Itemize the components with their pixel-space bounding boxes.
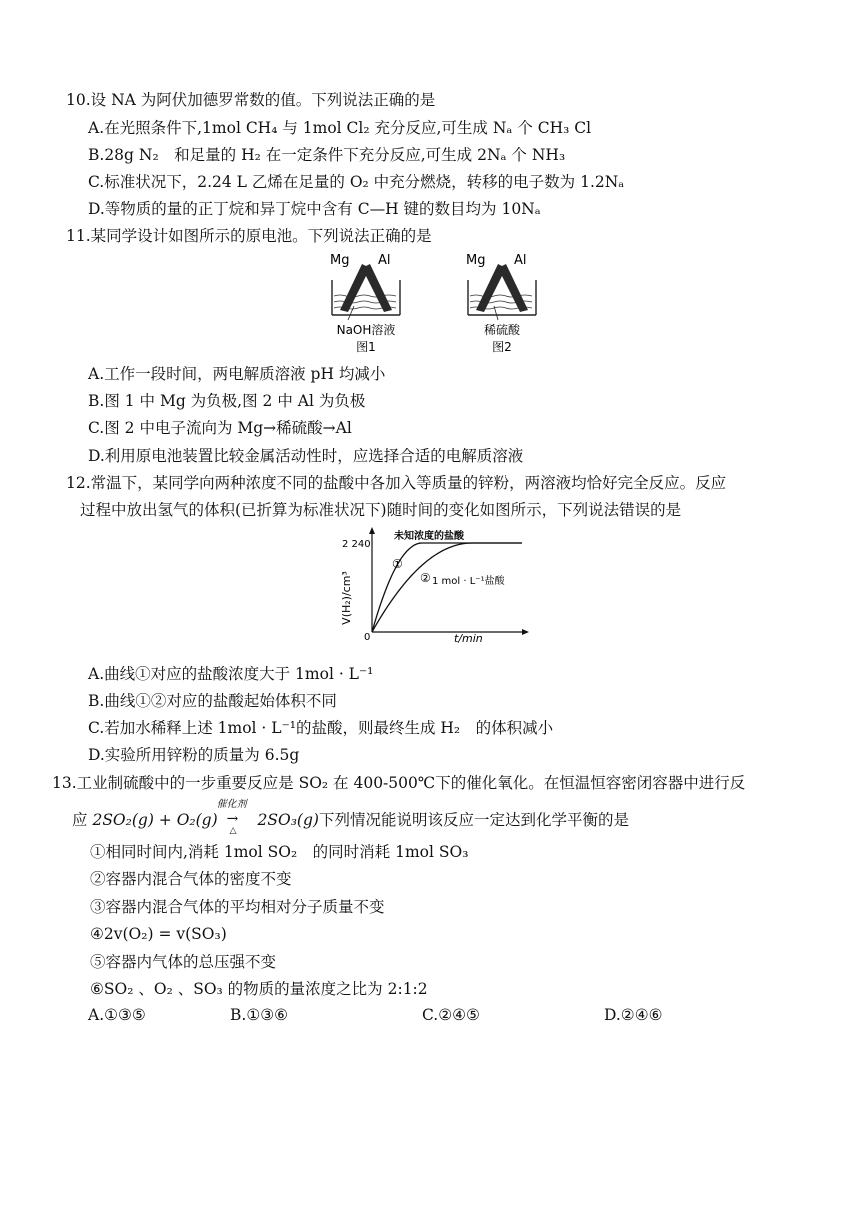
chart-ylabel: V(H₂)/cm³ (340, 571, 353, 625)
chart-origin: 0 (364, 632, 371, 643)
chart-xlabel: t/min (454, 632, 483, 645)
q12-stem-line1: 12.常温下，某同学向两种浓度不同的盐酸中各加入等质量的锌粉，两溶液均恰好完全反应。反应 (66, 474, 727, 492)
q13-choice-d: D.②④⑥ (604, 1006, 663, 1024)
q11-option-b: B.图 1 中 Mg 为负极,图 2 中 Al 为负极 (88, 392, 366, 410)
arrow-icon: → (226, 811, 239, 827)
q11-option-d: D.利用原电池装置比较金属活动性时，应选择合适的电解质溶液 (88, 447, 524, 465)
q10-option-d: D.等物质的量的正丁烷和异丁烷中含有 C—H 键的数目均为 10Nₐ (88, 200, 541, 218)
q13-stem-suffix: 下列情况能说明该反应一定达到化学平衡的是 (318, 811, 629, 829)
cell-1 (330, 253, 400, 354)
series-2-label: ② (420, 571, 431, 585)
q12-option-c: C.若加水稀释上述 1mol · L⁻¹的盐酸，则最终生成 H₂ 的体积减小 (88, 719, 554, 737)
cell1-al-electrode (362, 264, 392, 312)
q13-equation-left: 2SO₂(g) + O₂(g) (92, 811, 218, 829)
annotation-unknown-acid: 未知浓度的盐酸 (394, 531, 464, 542)
q11-stem: 11.某同学设计如图所示的原电池。下列说法正确的是 (66, 227, 432, 245)
q12-stem-line2: 过程中放出氢气的体积(已折算为标准状况下)随时间的变化如图所示，下列说法错误的是 (80, 501, 682, 519)
q13-stem-line2 (72, 799, 629, 836)
cell1-al-label: Al (378, 253, 391, 268)
q13-choice-b: B.①③⑥ (230, 1006, 289, 1024)
q11-option-c: C.图 2 中电子流向为 Mg→稀硫酸→Al (88, 419, 352, 437)
q12-option-b: B.曲线①②对应的盐酸起始体积不同 (88, 692, 337, 710)
q10-option-c: C.标准状况下，2.24 L 乙烯在足量的 O₂ 中充分燃烧，转移的电子数为 1.2Nₐ (88, 173, 625, 191)
q13-statement-1: ①相同时间内,消耗 1mol SO₂ 的同时消耗 1mol SO₃ (90, 843, 469, 861)
q13-choice-c: C.②④⑤ (422, 1006, 480, 1024)
reaction-arrow (216, 799, 253, 836)
q10-option-a: A.在光照条件下,1mol CH₄ 与 1mol Cl₂ 充分反应,可生成 Nₐ 个 CH₃ Cl (88, 119, 592, 137)
q13-statement-5: ⑤容器内气体的总压强不变 (90, 953, 277, 971)
q13-equation-right: 2SO₃(g) (257, 811, 319, 829)
chart-ytick-2240: 2 240 (342, 539, 371, 550)
h2-volume-chart (336, 526, 536, 648)
cell-2 (466, 253, 536, 354)
cell2-al-electrode (498, 264, 528, 312)
q12-option-d: D.实验所用锌粉的质量为 6.5g (88, 746, 300, 764)
heat-symbol: △ (229, 826, 237, 836)
q13-stem-line1: 13.工业制硫酸中的一步重要反应是 SO₂ 在 400-500℃下的催化氧化。在恒温恒容密闭容器中进行反 (52, 774, 746, 792)
q13-stem-prefix: 应 (72, 811, 88, 829)
cell1-solution-label: NaOH溶液 (336, 323, 396, 337)
q13-statement-6: ⑥SO₂ 、O₂ 、SO₃ 的物质的量浓度之比为 2:1:2 (90, 980, 428, 998)
cell2-solution-label: 稀硫酸 (483, 323, 521, 337)
q10-stem: 10.设 NA 为阿伏加德罗常数的值。下列说法正确的是 (66, 91, 436, 109)
q13-statement-4: ④2v(O₂) = v(SO₃) (90, 925, 227, 943)
q13-choices (88, 1006, 788, 1028)
galvanic-cell-figure (318, 250, 558, 358)
q11-option-a: A.工作一段时间，两电解质溶液 pH 均减小 (88, 365, 386, 383)
cell2-mg-label: Mg (466, 253, 486, 268)
q12-option-a: A.曲线①对应的盐酸浓度大于 1mol · L⁻¹ (88, 665, 374, 683)
q13-statement-2: ②容器内混合气体的密度不变 (90, 870, 292, 888)
cell2-caption: 图2 (492, 340, 512, 354)
series-1-label: ① (392, 557, 403, 571)
q13-statement-3: ③容器内混合气体的平均相对分子质量不变 (90, 898, 385, 916)
cell1-mg-label: Mg (330, 253, 350, 268)
q13-choice-a: A.①③⑤ (88, 1006, 146, 1024)
catalyst-label: 催化剂 (216, 799, 247, 810)
cell1-caption: 图1 (356, 340, 376, 354)
annotation-1mol-acid: 1 mol · L⁻¹盐酸 (432, 576, 505, 587)
q10-option-b: B.28g N₂ 和足量的 H₂ 在一定条件下充分反应,可生成 2Nₐ 个 NH₃ (88, 146, 566, 164)
cell2-al-label: Al (514, 253, 527, 268)
